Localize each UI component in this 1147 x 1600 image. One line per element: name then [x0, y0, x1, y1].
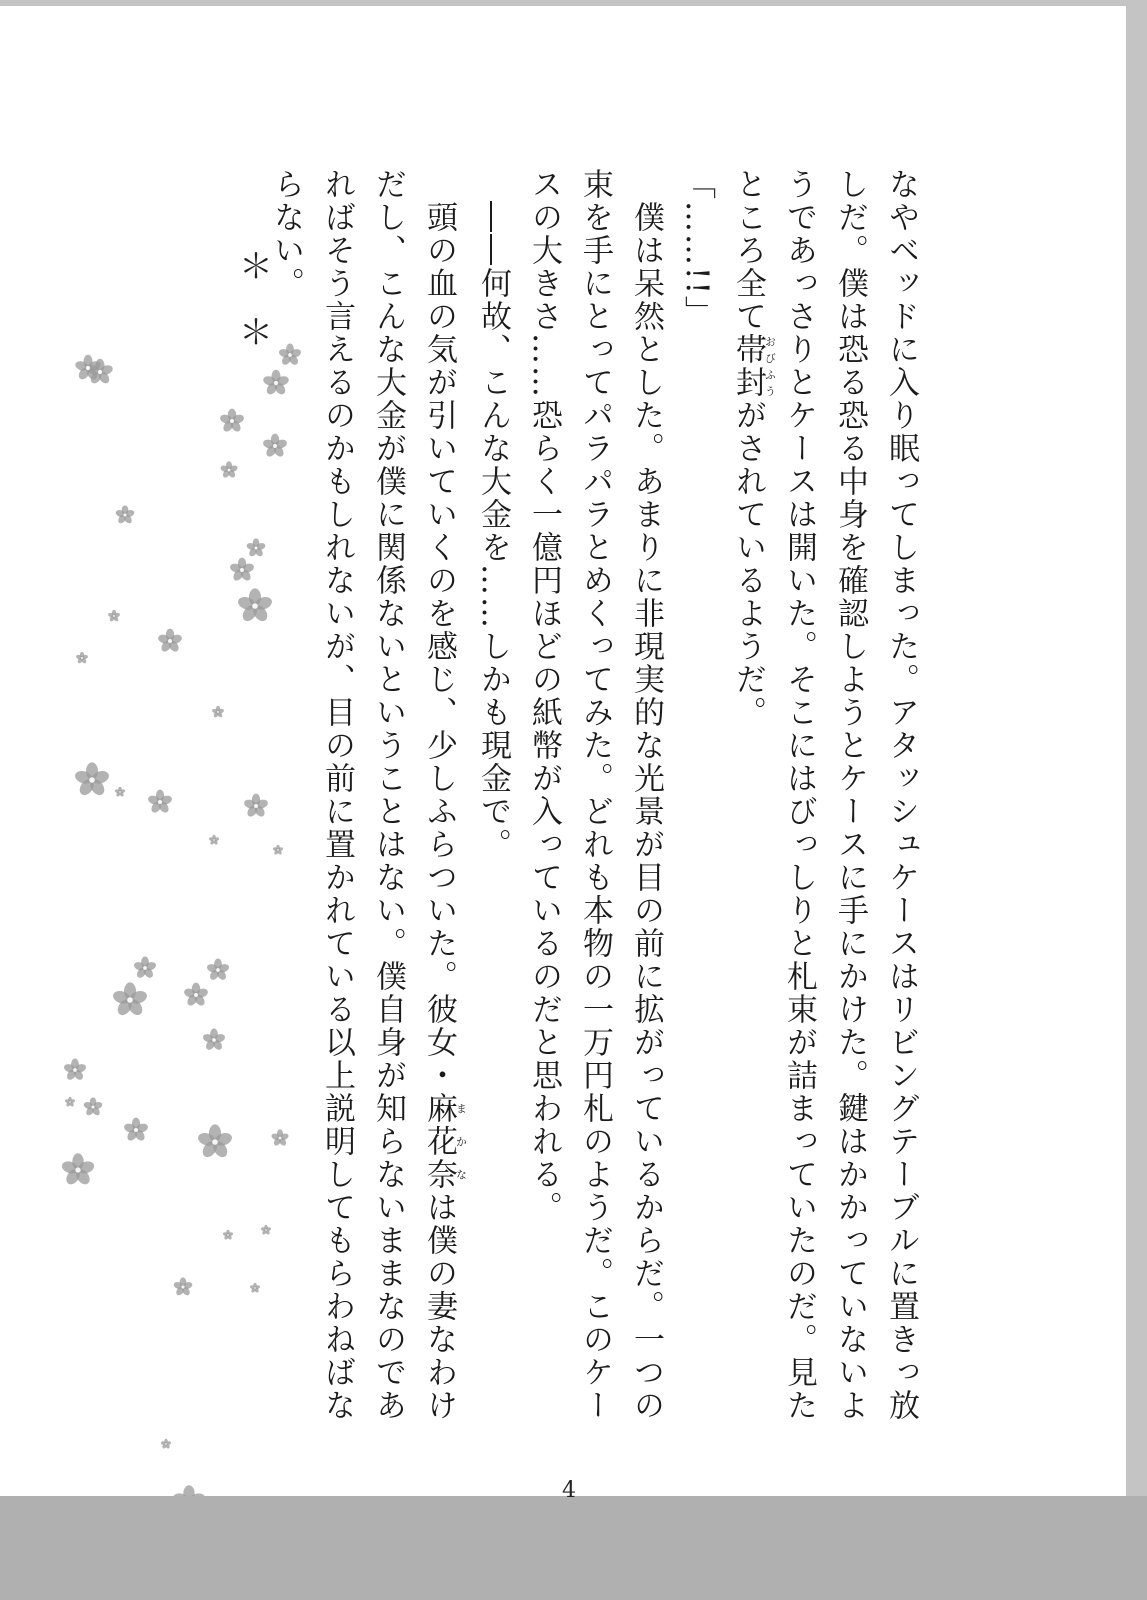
cherry-blossom-icon	[182, 981, 210, 1009]
text-run: なやベッドに入り眠ってしまった。アタッシュケースはリビングテーブルに置きっ放しだ。僕は恐る恐る中身を確認しようとケースに手にかけた。鍵はかかっていないようであっさりとケースは開いた。そこにはびっしりと札束が詰まっていたのだ。見たところ全て	[730, 168, 919, 1422]
text-run: がされているようだ。	[730, 399, 766, 729]
cherry-blossom-icon	[132, 955, 158, 981]
text-run: 僕は呆然とした。あまりに非現実的な光景が目の前に拡がっているからだ。一つの束を手にとってパラパラとめくってみた。どれも本物の一万円札のようだ。このケースの大きさ……恐らく一億円ほどの紙幣が入っているのだと思われる。	[526, 168, 664, 1422]
ruby-reading: まかな	[454, 1092, 468, 1191]
cherry-blossom-icon	[114, 504, 136, 526]
cherry-blossom-icon	[75, 651, 89, 665]
text-run: 「……!!」	[679, 168, 715, 329]
cherry-blossom-icon	[122, 1116, 150, 1144]
cherry-blossom-icon	[201, 1027, 227, 1053]
cherry-blossom-icon	[146, 788, 174, 816]
cherry-blossom-icon	[270, 1128, 290, 1148]
cherry-blossom-icon	[260, 1224, 272, 1236]
cherry-blossom-icon	[219, 460, 239, 480]
page-number: 4	[562, 1478, 576, 1503]
ruby-word	[730, 333, 777, 399]
cherry-blossom-icon	[156, 627, 184, 655]
text-run: は僕の妻なわけだし、こんな大金が僕に関係ないということはない。僕自身が知らないままなのであればそう言えるのかもしれないが、目の前に置かれている以上説明してもらわねばならない。	[268, 168, 457, 1422]
cherry-blossom-icon	[64, 1096, 76, 1108]
ruby-base: 麻花奈	[421, 1092, 457, 1191]
ruby-word	[421, 1092, 468, 1191]
cherry-blossom-icon	[235, 586, 275, 626]
cherry-blossom-icon	[72, 760, 112, 800]
book-page	[0, 6, 1126, 1496]
ruby-reading: おびふう	[763, 333, 777, 399]
cherry-blossom-icon	[211, 705, 225, 719]
cherry-blossom-icon	[272, 844, 284, 856]
cherry-blossom-icon	[228, 556, 256, 584]
cherry-blossom-icon	[62, 1057, 88, 1083]
text-run: 頭の血の気が引いていくのを感じ、少しふらついた。彼女・	[421, 168, 457, 1092]
cherry-blossom-icon	[242, 792, 270, 820]
cherry-blossom-icon	[170, 1483, 208, 1496]
cherry-blossom-icon	[82, 1096, 104, 1118]
body-text	[260, 168, 926, 1438]
cherry-blossom-icon	[107, 609, 121, 623]
paragraph	[722, 168, 926, 1438]
cherry-blossom-icon	[205, 957, 231, 983]
cherry-blossom-icon	[218, 407, 246, 435]
cherry-blossom-icon	[73, 353, 103, 383]
section-break: ＊＊	[239, 247, 273, 353]
cherry-blossom-icon	[110, 980, 150, 1020]
cherry-blossom-icon	[195, 1122, 235, 1162]
cherry-blossom-icon	[59, 1151, 97, 1189]
cherry-blossom-icon	[222, 1229, 234, 1241]
paragraph	[518, 168, 671, 1438]
cherry-blossom-icon	[208, 834, 220, 846]
cherry-blossom-icon	[249, 1282, 261, 1294]
viewer-bottom-bar	[0, 1496, 1147, 1600]
cherry-blossom-icon	[160, 1438, 172, 1450]
cherry-blossom-icon	[261, 432, 289, 460]
cherry-blossom-icon	[261, 368, 291, 398]
viewer-right-border	[1126, 0, 1147, 1496]
paragraph	[467, 168, 518, 1438]
cherry-blossom-icon	[114, 786, 126, 798]
cherry-blossom-icon	[172, 1276, 194, 1298]
ruby-base: 帯封	[730, 333, 766, 399]
paragraph	[671, 168, 722, 1438]
cherry-blossom-icon	[277, 342, 303, 368]
text-run: ――何故、こんな大金を……しかも現金で。	[475, 168, 511, 861]
